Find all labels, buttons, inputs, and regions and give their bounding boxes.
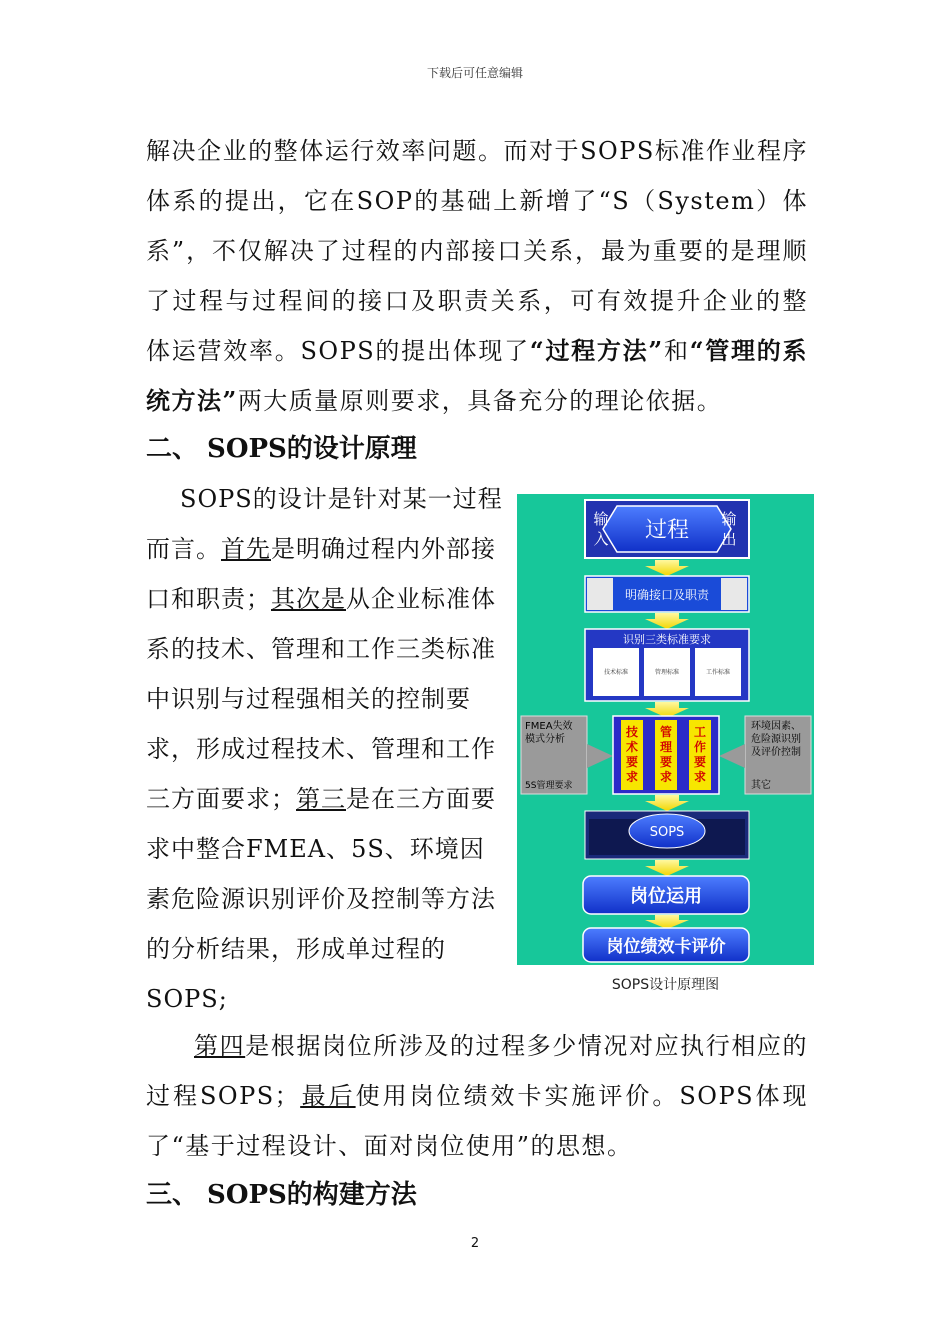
interface-label: 明确接口及职责 [624,588,710,602]
output-label: 输出 [721,510,737,548]
bold-system-method: “管理的系统方法” [146,336,809,415]
text-run: SOPS的设计是针对某一过程而言。 [146,485,503,563]
left-arrow [719,744,745,768]
down-arrow [645,613,689,629]
right-arrow [587,744,613,768]
bold-process-method: “过程方法” [529,336,664,365]
page-header: 下载后可任意编辑 [426,66,523,80]
page-number: 2 [470,1236,480,1251]
work-standard-label: 工作标准 [705,669,731,676]
text-run: 两大质量原则要求，具备充分的理论依据。 [237,387,723,415]
down-arrow [645,860,689,876]
paragraph-final-steps [146,1021,808,1171]
other-label: 其它 [751,780,771,791]
fmea-label: FMEA失效模式分析 [525,721,573,745]
mgmt-req-label: 管理要求 [659,725,673,784]
paragraph-design [146,474,508,1024]
sops-design-diagram [517,494,814,965]
people-icon-right [721,578,747,610]
paragraph-intro [146,126,808,426]
underlined-third: 第三 [296,785,346,813]
section-heading-design: 二、 SOPS的设计原理 [146,434,417,464]
tech-req-label: 技术要求 [625,725,639,784]
section-heading-method: 三、 SOPS的构建方法 [146,1180,417,1210]
text-run: 解决企业的整体运行效率问题。而对于SOPS标准作业程序体系的提出，它在SOP的基础上新增了“S（System）体系”，不仅解决了过程的内部接口关系，最为重要的是理顺了过程与过程间的接口及职责关系，可有效提升企业的整体运营效率。SOPS的提出体现了 [146,137,808,365]
people-icon-left [587,578,613,610]
underlined-second: 其次是 [271,585,346,613]
tech-standard-label: 技术标准 [603,669,629,676]
input-label: 输入 [593,510,609,548]
5s-label: 5S管理要求 [525,781,573,791]
identify-label: 识别三类标准要求 [623,633,711,646]
post-eval-label: 岗位绩效卡评价 [606,937,726,957]
mgmt-standard-label: 管理标准 [654,669,680,676]
text-run: 是在三方面要求中整合FMEA、5S、环境因素危险源识别评价及控制等方法的分析结果，形成单过程的SOPS; [146,785,496,1013]
figure-caption: SOPS设计原理图 [611,977,720,993]
sops-label: SOPS [649,825,685,840]
text-run: 使用岗位绩效卡实施评价。SOPS体现了“基于过程设计、面对岗位使用”的思想。 [146,1082,808,1160]
env-label: 环境因素、危险源识别及评价控制 [751,721,801,758]
down-arrow [645,915,689,929]
underlined-fourth: 第四 [194,1032,246,1060]
text-run: 是明确过程内外部接口和职责； [146,535,496,613]
down-arrow [645,560,689,576]
text-run: 是根据岗位所涉及的过程多少情况对应执行相应的过程SOPS； [146,1032,809,1110]
process-label: 过程 [644,518,690,543]
text-run: 从企业标准体系的技术、管理和工作三类标准中识别与过程强相关的控制要求，形成过程技术、管理和工作三方面要求； [146,585,496,813]
post-use-label: 岗位运用 [630,886,702,907]
down-arrow [645,795,689,811]
work-req-label: 工作要求 [693,725,707,784]
text-run: 和 [663,337,690,365]
underlined-last: 最后 [300,1082,356,1110]
underlined-first: 首先 [221,535,271,563]
